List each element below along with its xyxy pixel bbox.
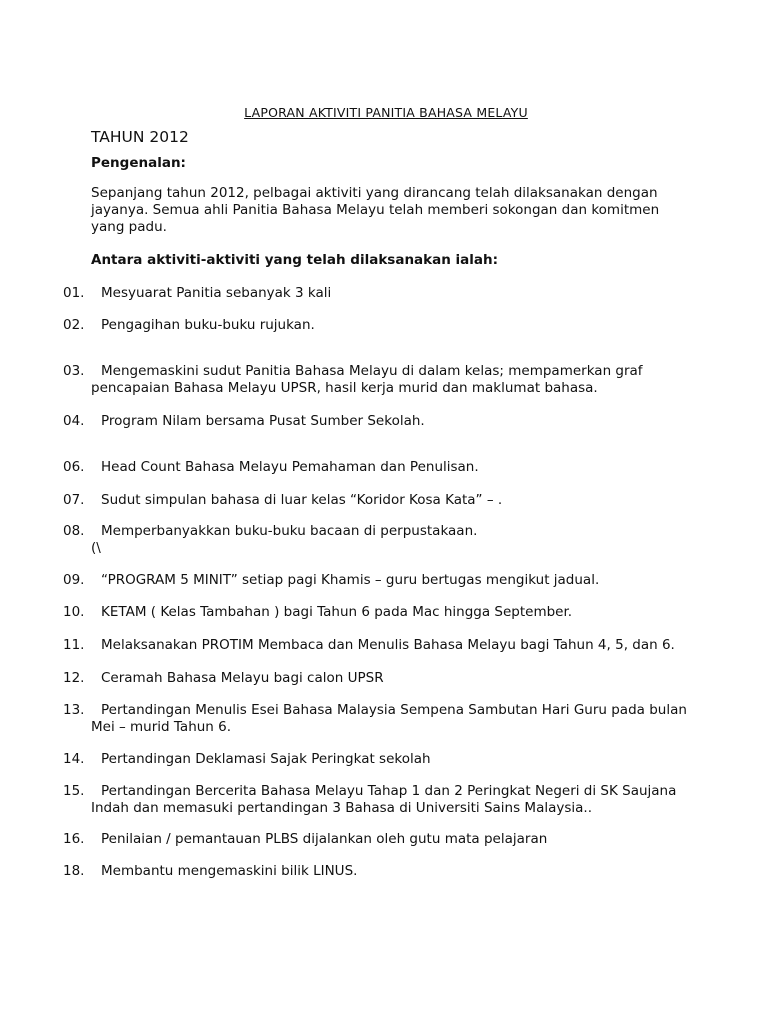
list-item-text: Pertandingan Menulis Esei Bahasa Malaysia Sempena Sambutan Hari Guru pada bulan Mei – murid Tahun 6.: [91, 702, 687, 735]
document-year: TAHUN 2012: [91, 128, 189, 146]
list-item-number: 10.: [63, 604, 85, 620]
intro-paragraph: Sepanjang tahun 2012, pelbagai aktiviti yang dirancang telah dilaksanakan dengan jayanya. Semua ahli Panitia Bahasa Melayu telah memberi sokongan dan komitmen yang padu.: [91, 185, 660, 235]
list-item-text: Ceramah Bahasa Melayu bagi calon UPSR: [101, 670, 384, 686]
list-item-number: 13.: [63, 702, 85, 718]
list-item-text: Penilaian / pemantauan PLBS dijalankan oleh gutu mata pelajaran: [101, 831, 548, 847]
list-item-number: 07.: [63, 492, 85, 508]
list-item-text: Mengemaskini sudut Panitia Bahasa Melayu di dalam kelas; mempamerkan graf pencapaian Bahasa Melayu UPSR, hasil kerja murid dan maklumat bahasa.: [91, 363, 643, 396]
list-item-text: “PROGRAM 5 MINIT” setiap pagi Khamis – guru bertugas mengikut jadual.: [101, 572, 600, 588]
document-title: LAPORAN AKTIVITI PANITIA BAHASA MELAYU: [244, 105, 528, 120]
list-item-text: Membantu mengemaskini bilik LINUS.: [101, 863, 358, 879]
list-item-number: 15.: [63, 783, 85, 799]
list-item-number: 09.: [63, 572, 85, 588]
list-item-text: Program Nilam bersama Pusat Sumber Sekolah.: [101, 413, 425, 429]
activities-heading: Antara aktiviti-aktiviti yang telah dilaksanakan ialah:: [91, 252, 499, 268]
list-item-text: Melaksanakan PROTIM Membaca dan Menulis Bahasa Melayu bagi Tahun 4, 5, dan 6.: [101, 637, 675, 653]
list-item-number: 14.: [63, 751, 85, 767]
list-item-number: 11.: [63, 637, 85, 653]
intro-heading: Pengenalan:: [91, 155, 186, 171]
list-item-number: 04.: [63, 413, 85, 429]
list-item-text: Head Count Bahasa Melayu Pemahaman dan Penulisan.: [101, 459, 479, 475]
stray-mark: (\: [91, 540, 101, 556]
list-item-number: 03.: [63, 363, 85, 379]
list-item-text: Pengagihan buku-buku rujukan.: [101, 317, 315, 333]
list-item-number: 16.: [63, 831, 85, 847]
list-item-number: 08.: [63, 523, 85, 539]
list-item-number: 12.: [63, 670, 85, 686]
list-item-text: Memperbanyakkan buku-buku bacaan di perpustakaan.: [101, 523, 478, 539]
list-item-number: 06.: [63, 459, 85, 475]
list-item-text: KETAM ( Kelas Tambahan ) bagi Tahun 6 pada Mac hingga September.: [101, 604, 573, 620]
list-item-text: Sudut simpulan bahasa di luar kelas “Koridor Kosa Kata” – .: [101, 492, 503, 508]
list-item-number: 02.: [63, 317, 85, 333]
list-item-text: Mesyuarat Panitia sebanyak 3 kali: [101, 285, 332, 301]
list-item-text: Pertandingan Bercerita Bahasa Melayu Tahap 1 dan 2 Peringkat Negeri di SK Saujana Indah dan memasuki pertandingan 3 Bahasa di Universiti Sains Malaysia..: [91, 783, 677, 816]
list-item-text: Pertandingan Deklamasi Sajak Peringkat sekolah: [101, 751, 431, 767]
list-item-number: 18.: [63, 863, 85, 879]
list-item-number: 01.: [63, 285, 85, 301]
